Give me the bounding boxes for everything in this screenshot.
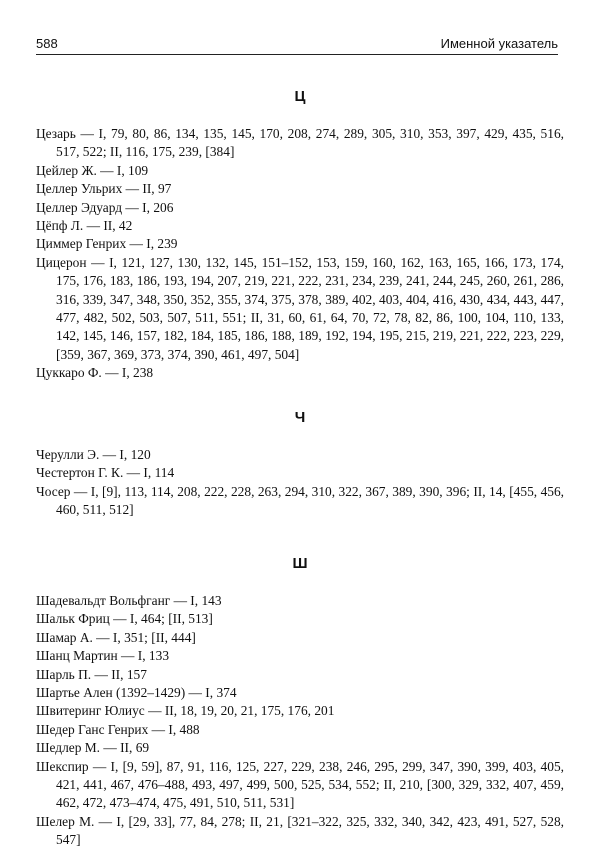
index-entry: Шелер М. — I, [29, 33], 77, 84, 278; II, 21, [321–322, 325, 332, 340, 342, 423, 491, 527, 528, 547]: [36, 813, 564, 848]
index-entry: Шадевальдт Вольфганг — I, 143: [36, 593, 222, 608]
section-che: [0, 409, 600, 427]
index-entry: Шедер Ганс Генрих — I, 488: [36, 721, 200, 737]
index-entry: Шедлер М. — II, 69: [36, 740, 150, 756]
section-letter: Ц: [294, 88, 306, 105]
running-title: Именной указатель: [440, 36, 558, 51]
index-entry: Цейлер Ж. — I, 109: [36, 162, 149, 178]
index-entry: Честертон Г. К. — I, 114: [36, 465, 175, 481]
index-entry: Целлер Эдуард — I, 206: [36, 199, 174, 215]
index-entry: Шарль П. — II, 157: [36, 666, 147, 682]
index-entry: Шальк Фриц — I, 464; [II, 513]: [36, 611, 213, 627]
index-entry: Цицерон — I, 121, 127, 130, 132, 145, 151–152, 153, 159, 160, 162, 163, 165, 166, 173, 174, 175, 176, 183, 186, 193, 194, 207, 219, 221, 222, 231, 234, 239, 241, 244, 245, 260, 261, 286, 316, 339, 347, 348, 350, 352, 355, 374, 375, 378, 389, 402, 403, 404, 416, 430, 434, 443, 447, 477, 482, 502, 503, 507, 511, 551; II, 31, 60, 61, 64, 70, 72, 78, 82, 86, 100, 104, 110, 133, 142, 145, 146, 157, 182, 184, 185, 186, 188, 189, 192, 194, 195, 215, 219, 221, 222, 223, 229, [359, 367, 369, 373, 374, 390, 461, 497, 504]: [36, 254, 564, 362]
index-entry: Циммер Генрих — I, 239: [36, 236, 178, 252]
index-entry: Шанц Мартин — I, 133: [36, 648, 170, 664]
index-entry: Цуккаро Ф. — I, 238: [36, 365, 154, 381]
index-entry: Черулли Э. — I, 120: [36, 447, 151, 462]
running-header: [36, 36, 558, 52]
entries-che: [36, 446, 564, 520]
section-letter: Ш: [292, 555, 308, 572]
section-tse: [0, 88, 600, 106]
index-entry: Целлер Ульрих — II, 97: [36, 181, 172, 197]
section-letter: Ч: [294, 409, 306, 426]
entries-tse: [36, 125, 564, 383]
entries-sha: [36, 592, 564, 850]
index-entry: Цезарь — I, 79, 80, 86, 134, 135, 145, 170, 208, 274, 289, 305, 310, 353, 397, 429, 435, 516, 517, 522; II, 116, 175, 239, [384]: [36, 126, 564, 160]
index-entry: Шамар А. — I, 351; [II, 444]: [36, 629, 196, 645]
section-sha: [0, 555, 600, 573]
index-entry: Шекспир — I, [9, 59], 87, 91, 116, 125, 227, 229, 238, 246, 295, 299, 347, 390, 399, 403, 405, 421, 441, 467, 476–488, 493, 497, 499, 500, 525, 534, 552; II, 210, [300, 329, 332, 407, 459, 462, 472, 473–474, 475, 491, 510, 511, 531]: [36, 758, 564, 811]
index-entry: Швитеринг Юлиус — II, 18, 19, 20, 21, 175, 176, 201: [36, 703, 335, 719]
page-number: 588: [36, 36, 58, 51]
index-entry: Чосер — I, [9], 113, 114, 208, 222, 228, 263, 294, 310, 322, 367, 389, 390, 396; II, 14, [455, 456, 460, 511, 512]: [36, 483, 564, 518]
index-entry: Шартье Ален (1392–1429) — I, 374: [36, 685, 237, 701]
index-entry: Цёпф Л. — II, 42: [36, 218, 133, 234]
header-rule: [36, 54, 558, 55]
